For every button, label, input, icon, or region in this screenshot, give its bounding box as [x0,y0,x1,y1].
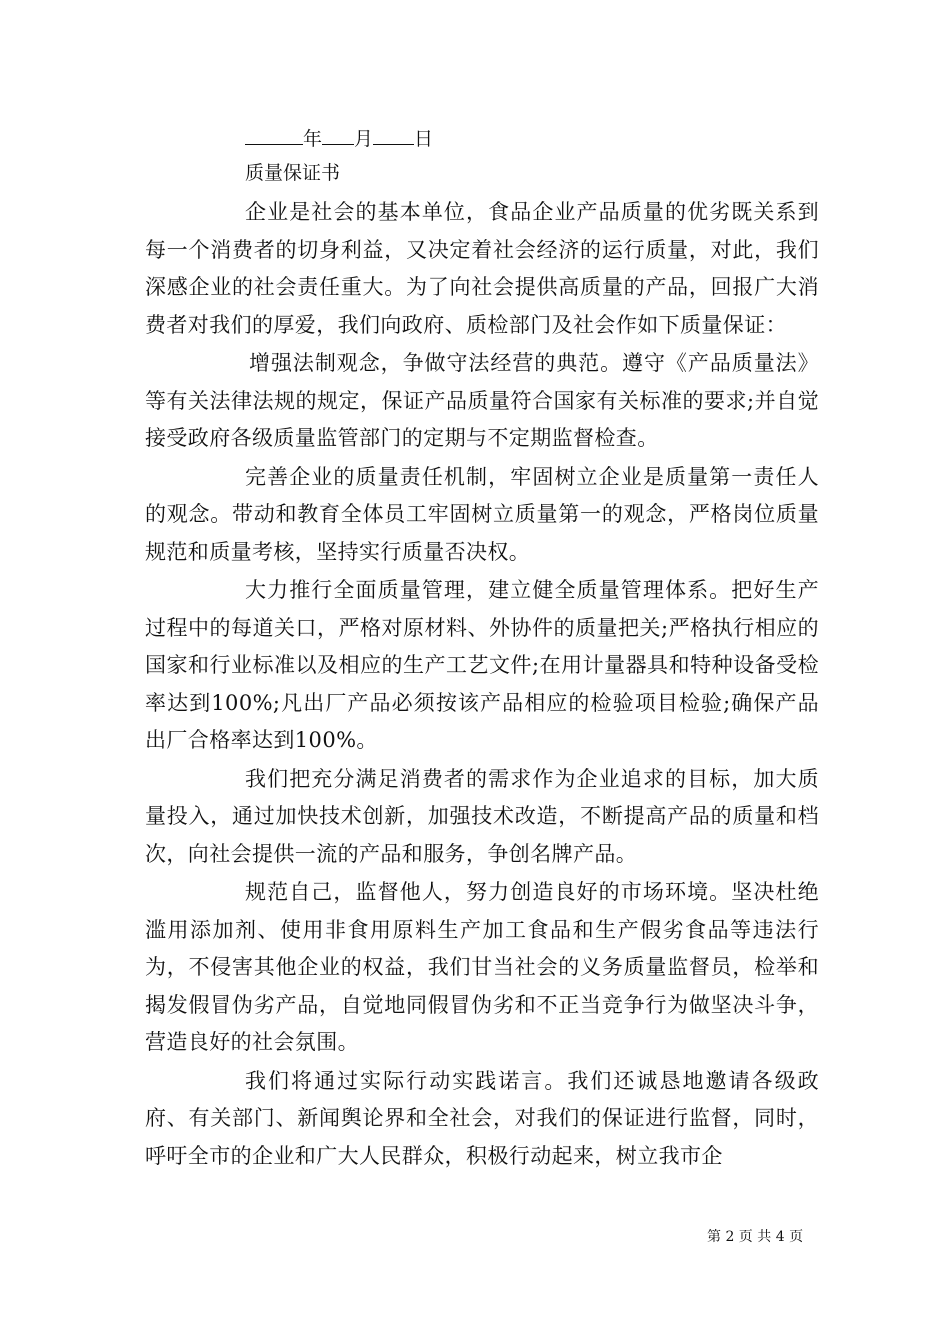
year-label: 年 [303,128,323,150]
paragraph: 规范自己，监督他人，努力创造良好的市场环境。坚决杜绝滥用添加剂、使用非食用原料生产加工食品和生产假劣食品等违法行为，不侵害其他企业的权益，我们甘当社会的义务质量监督员，检举和揭发假冒伪劣产品，自觉地同假冒伪劣和不正当竞争行为做坚决斗争，营造良好的社会氛围。 [145,880,819,1054]
paragraph: 完善企业的质量责任机制，牢固树立企业是质量第一责任人的观念。带动和教育全体员工牢固树立质量第一的观念，严格岗位质量规范和质量考核，坚持实行质量否决权。 [145,464,819,564]
date-line [245,124,433,154]
document-title: 质量保证书 [245,162,341,184]
day-blank [373,124,414,145]
paragraph: 增强法制观念，争做守法经营的典范。遵守《产品质量法》等有关法律法规的规定，保证产品质量符合国家有关标准的要求;并自觉接受政府各级质量监管部门的定期与不定期监督检查。 [145,351,819,450]
paragraph: 企业是社会的基本单位，食品企业产品质量的优劣既关系到每一个消费者的切身利益，又决定着社会经济的运行质量，对此，我们深感企业的社会责任重大。为了向社会提供高质量的产品，回报广大消费者对我们的厚爱，我们向政府、质检部门及社会作如下质量保证： [145,200,819,337]
month-blank [322,124,354,145]
day-label: 日 [414,128,434,150]
document-body [145,194,819,1175]
paragraph: 大力推行全面质量管理，建立健全质量管理体系。把好生产过程中的每道关口，严格对原材料、外协件的质量把关;严格执行相应的国家和行业标准以及相应的生产工艺文件;在用计量器具和特种设备受检率达到100%;凡出厂产品必须按该产品相应的检验项目检验;确保产品出厂合格率达到100%。 [145,578,819,752]
month-label: 月 [354,128,374,150]
page-number: 第 2 页 共 4 页 [707,1229,804,1245]
paragraph: 我们将通过实际行动实践诺言。我们还诚恳地邀请各级政府、有关部门、新闻舆论界和全社会，对我们的保证进行监督，同时，呼吁全市的企业和广大人民群众，积极行动起来，树立我市企 [145,1068,819,1168]
year-blank [245,124,303,145]
paragraph: 我们把充分满足消费者的需求作为企业追求的目标，加大质量投入，通过加快技术创新，加强技术改造，不断提高产品的质量和档次，向社会提供一流的产品和服务，争创名牌产品。 [145,766,819,866]
